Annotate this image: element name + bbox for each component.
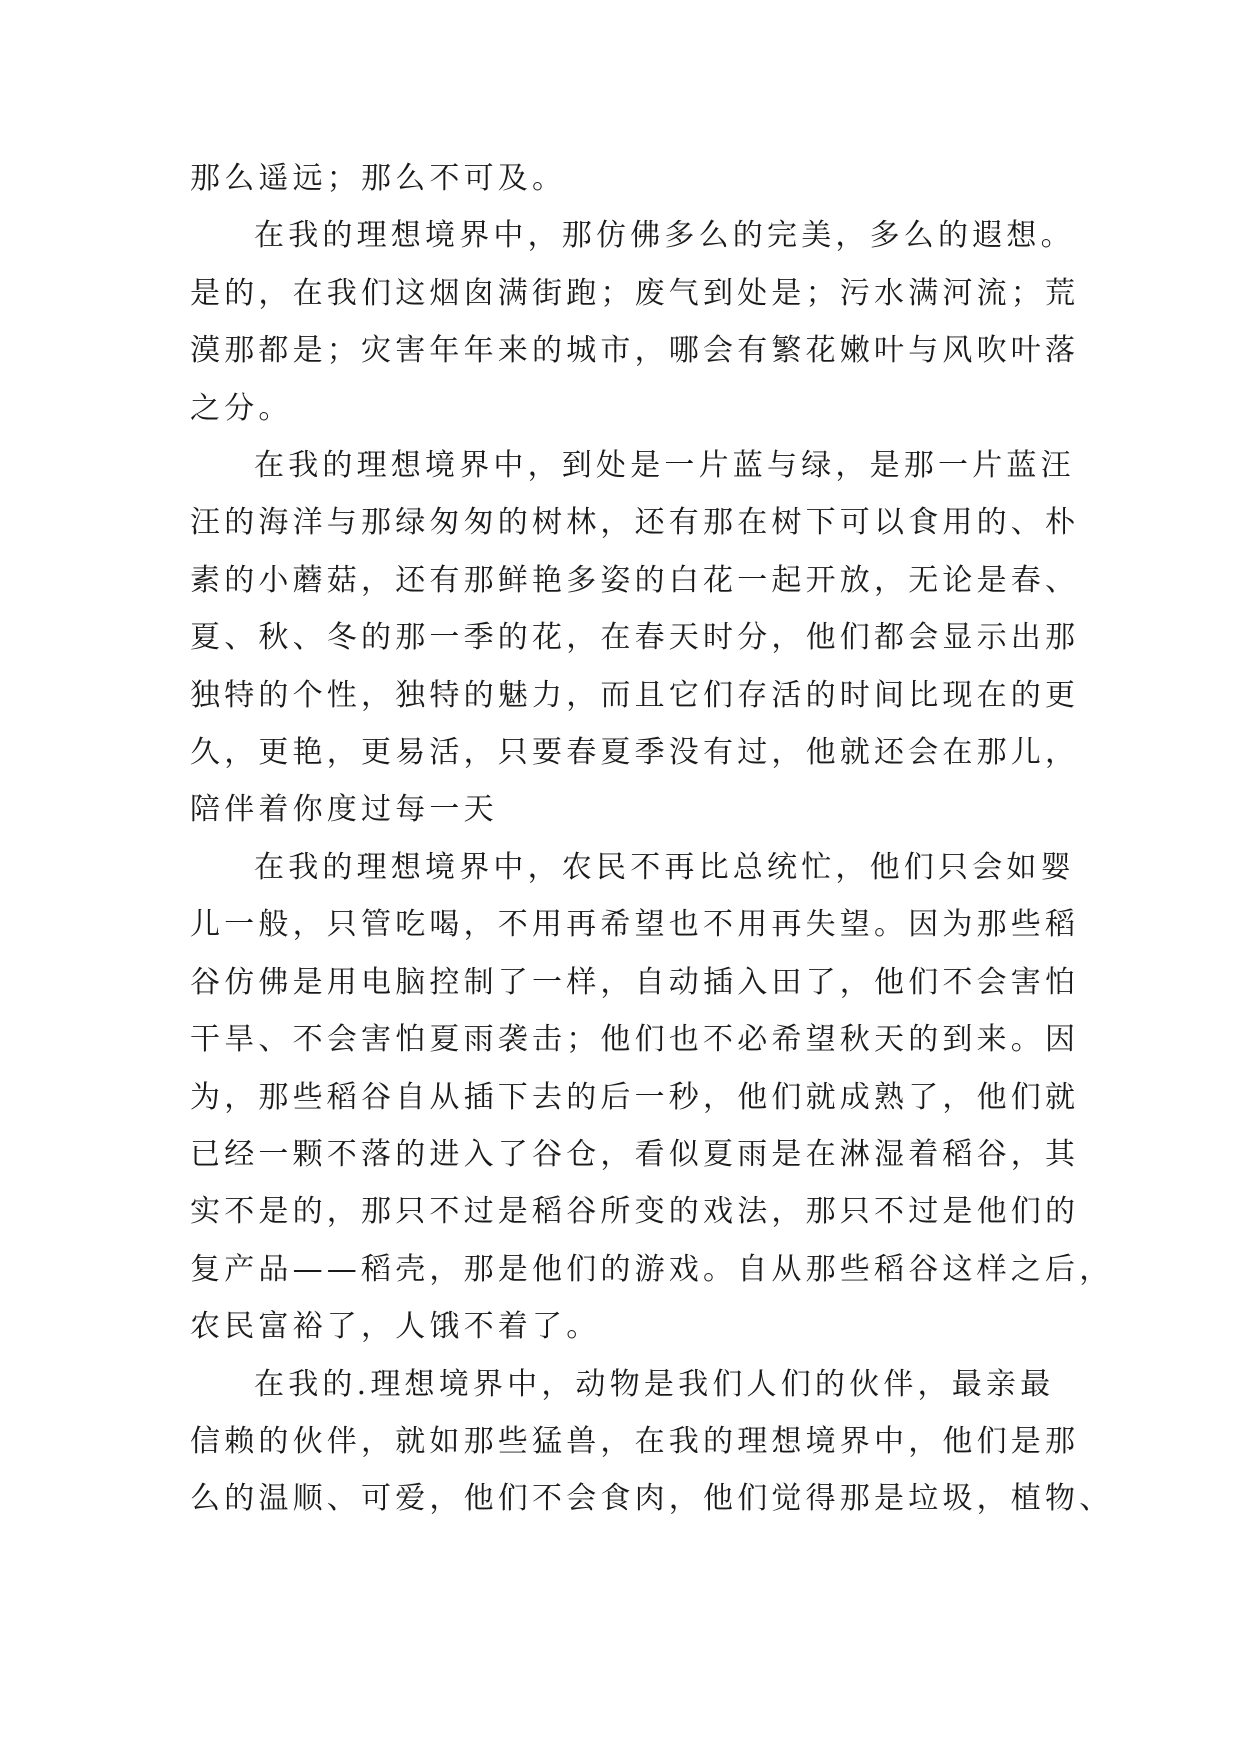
text-line: 儿一般，只管吃喝，不用再希望也不用再失望。因为那些稻 [190,907,1080,943]
text-line: 那么遥远；那么不可及。 [190,161,567,196]
text-line: 农民富裕了，人饿不着了。 [190,1309,601,1345]
text-line: 复产品——稻壳，那是他们的游戏。自从那些稻谷这样之后， [190,1251,1114,1287]
text-line: 已经一颗不落的进入了谷仓，看似夏雨是在淋湿着稻谷，其 [190,1136,1080,1172]
text-line: 谷仿佛是用电脑控制了一样，自动插入田了，他们不会害怕 [190,964,1080,1000]
text-line: 漠那都是；灾害年年来的城市，哪会有繁花嫩叶与风吹叶落 [190,333,1080,369]
text-line: 在我的理想境界中，农民不再比总统忙，他们只会如婴 [254,849,1075,885]
text-line: 干旱、不会害怕夏雨袭击；他们也不必希望秋天的到来。因 [190,1022,1080,1058]
text-line: 素的小蘑菇，还有那鲜艳多姿的白花一起开放，无论是春、 [190,562,1080,598]
text-line: 在我的理想境界中，到处是一片蓝与绿，是那一片蓝汪 [254,448,1075,484]
text-line: 么的温顺、可爱，他们不会食肉，他们觉得那是垃圾，植物、 [190,1481,1114,1517]
text-line: 夏、秋、冬的那一季的花，在春天时分，他们都会显示出那 [190,620,1080,656]
text-line: 独特的个性，独特的魅力，而且它们存活的时间比现在的更 [190,677,1080,713]
text-line: 为，那些稻谷自从插下去的后一秒，他们就成熟了，他们就 [190,1079,1080,1115]
paragraph-5 [190,1356,1114,1528]
text-line: 陪伴着你度过每一天 [190,792,498,828]
text-line: 久，更艳，更易活，只要春夏季没有过，他就还会在那儿， [190,735,1080,771]
text-line: 实不是的，那只不过是稻谷所变的戏法，那只不过是他们的 [190,1194,1080,1230]
text-line: 是的，在我们这烟囱满街跑；废气到处是；污水满河流；荒 [190,275,1080,311]
text-line: 在我的理想境界中，那仿佛多么的完美，多么的遐想。 [254,218,1075,254]
paragraph-2 [190,207,1080,437]
text-line: 之分。 [190,390,293,426]
text-line: 在我的.理想境界中，动物是我们人们的伙伴，最亲最 [254,1366,1055,1402]
text-line: 汪的海洋与那绿匆匆的树林，还有那在树下可以食用的、朴 [190,505,1080,541]
paragraph-3 [190,437,1080,839]
paragraph-4 [190,839,1114,1356]
document-page [190,150,1114,1528]
paragraph-1 [190,150,1070,207]
text-line: 信赖的伙伴，就如那些猛兽，在我的理想境界中，他们是那 [190,1423,1080,1459]
